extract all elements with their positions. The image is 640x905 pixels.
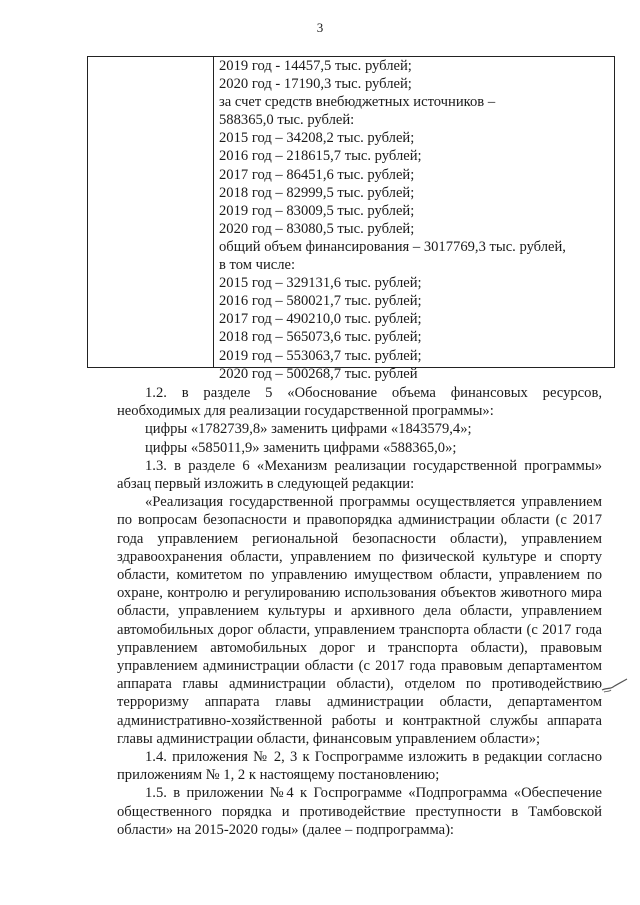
funding-line: 2018 год – 82999,5 тыс. рублей; bbox=[219, 184, 415, 201]
funding-line: 2016 год – 218615,7 тыс. рублей; bbox=[219, 148, 422, 165]
page-number: 3 bbox=[316, 20, 324, 35]
funding-line: 588365,0 тыс. рублей: bbox=[219, 112, 355, 129]
funding-line: 2018 год – 565073,6 тыс. рублей; bbox=[219, 329, 422, 346]
funding-line: в том числе: bbox=[219, 257, 296, 274]
document-body bbox=[117, 384, 602, 839]
funding-line: 2019 год - 14457,5 тыс. рублей; bbox=[219, 58, 412, 74]
funding-line: 2015 год – 34208,2 тыс. рублей; bbox=[219, 130, 415, 147]
paragraph-1-2: 1.2. в разделе 5 «Обоснование объема финансовых ресурсов, необходимых для реализации государственной программы»: bbox=[117, 385, 602, 420]
funding-line: 2020 год - 17190,3 тыс. рублей; bbox=[219, 76, 412, 93]
funding-line: 2016 год – 580021,7 тыс. рублей; bbox=[219, 293, 422, 310]
paragraph-digits-replace-2: цифры «585011,9» заменить цифрами «588365,0»; bbox=[145, 439, 457, 456]
funding-line: 2015 год – 329131,6 тыс. рублей; bbox=[219, 275, 422, 292]
pen-mark-icon bbox=[600, 676, 630, 698]
funding-table bbox=[87, 56, 615, 382]
funding-line: общий объем финансирования – 3017769,3 тыс. рублей, bbox=[219, 238, 566, 255]
funding-line: 2020 год – 500268,7 тыс. рублей bbox=[219, 365, 418, 382]
funding-line: 2017 год – 490210,0 тыс. рублей; bbox=[219, 311, 422, 328]
funding-line: 2019 год – 553063,7 тыс. рублей; bbox=[219, 347, 422, 364]
funding-line: 2020 год – 83080,5 тыс. рублей; bbox=[219, 220, 415, 237]
funding-line: 2017 год – 86451,6 тыс. рублей; bbox=[219, 166, 415, 183]
funding-line: за счет средств внебюджетных источников – bbox=[219, 94, 496, 111]
paragraph-1-3: 1.3. в разделе 6 «Механизм реализации государственной программы» абзац первый изложить в следующей редакции: bbox=[117, 457, 602, 493]
paragraph-1-4: 1.4. приложения № 2, 3 к Госпрограмме изложить в редакции согласно приложениям № 1, 2 к настоящему постановлению; bbox=[117, 749, 602, 784]
paragraph-quote: «Реализация государственной программы осуществляется управлением по вопросам безопасности и правопорядка администрации области (с 2017 года управлением региональной безопасности области), управлением здравоохранения области, управлением по физической культуре и спорту области, комитетом по управлению имуществом области, управлением по охране, контролю и регулированию использования объектов животного мира области, управлением культуры и архивного дела области, управлением автомобильных дорог области, управлением транспорта области (с 2017 года управлением автомобильных дорог и транспорта области), правовым управлением администрации области (с 2017 года правовым департаментом аппарата главы администрации области), отделом по противодействию терроризму аппарата главы администрации области, департаментом административно-хозяйственной работы и контрактной службы аппарата главы администрации области, финансовым управлением области»; bbox=[117, 494, 602, 747]
paragraph-1-5: 1.5. в приложении №4 к Госпрограмме «Подпрограмма «Обеспечение общественного порядка и противодействие преступности в Тамбовской области» на 2015-2020 годы» (далее – подпрограмма): bbox=[117, 785, 602, 838]
funding-line: 2019 год – 83009,5 тыс. рублей; bbox=[219, 202, 415, 219]
table-funding-cell bbox=[214, 57, 614, 382]
paragraph-digits-replace-1: цифры «1782739,8» заменить цифрами «1843579,4»; bbox=[145, 421, 472, 438]
table-left-cell bbox=[88, 57, 214, 367]
